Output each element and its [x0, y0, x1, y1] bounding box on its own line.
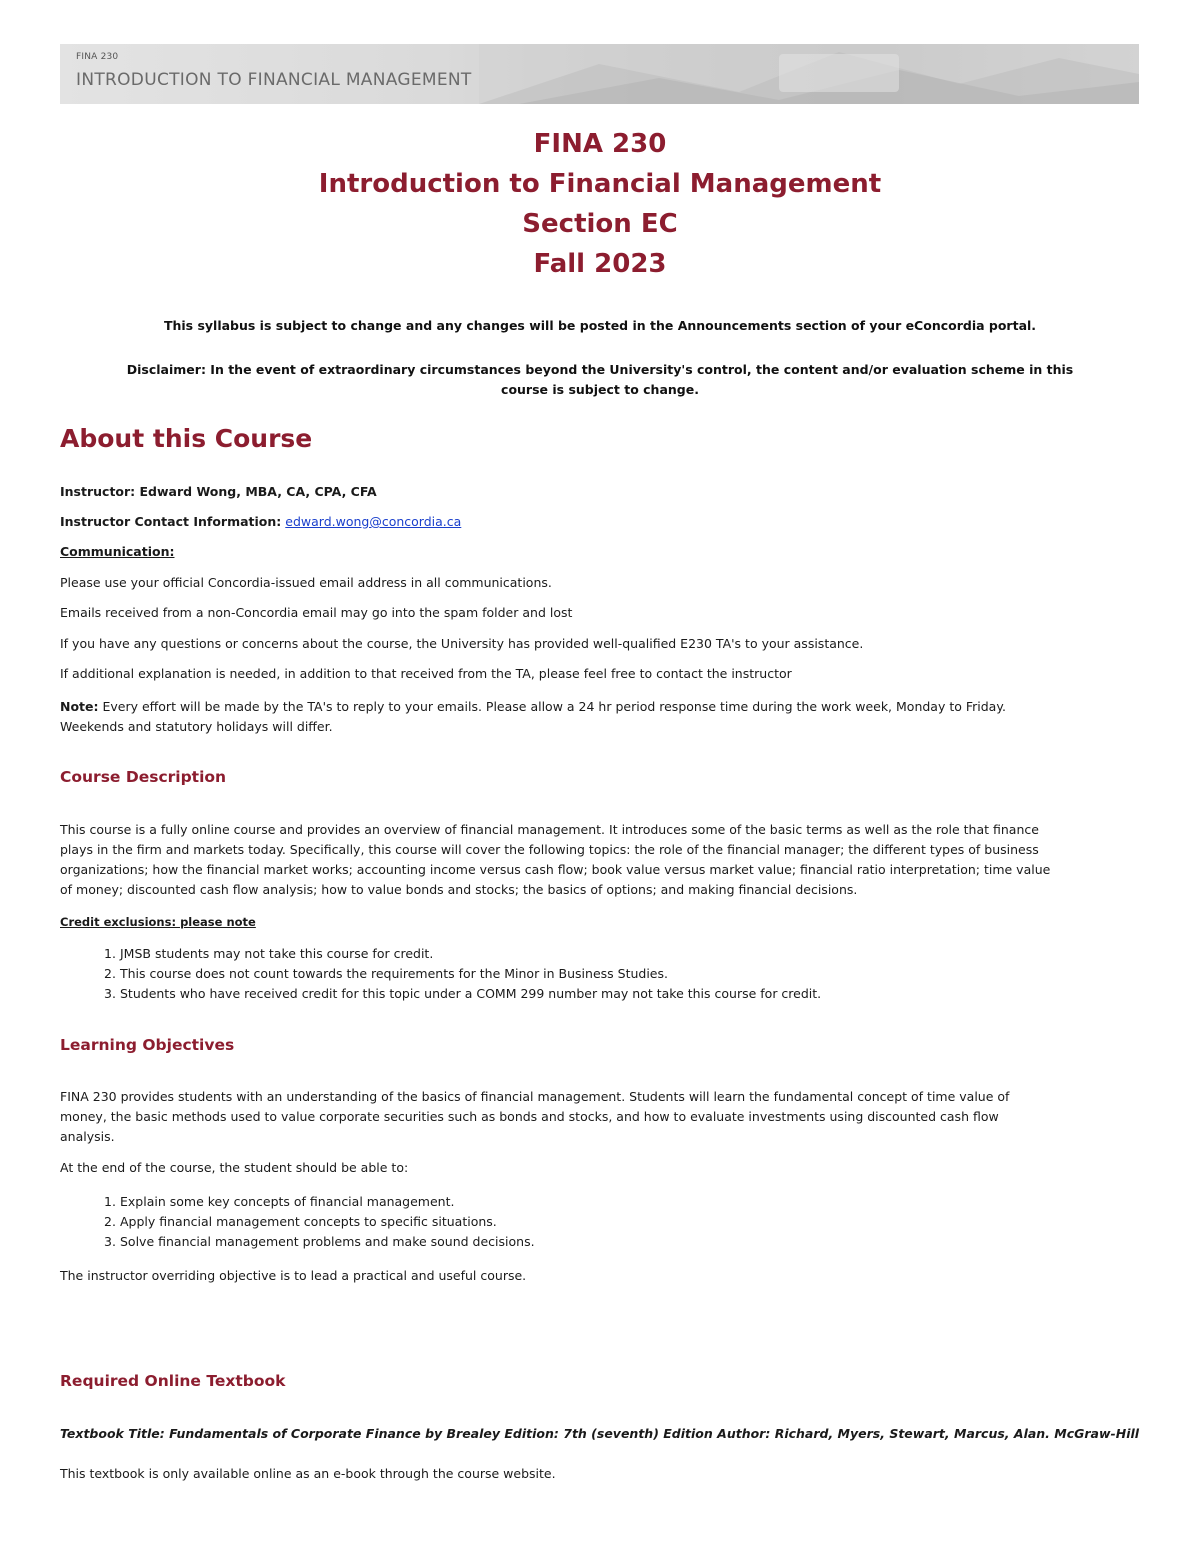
course-description-body	[60, 820, 1140, 900]
objectives-line-3: analysis.	[60, 1129, 115, 1144]
title-term: Fall 2023	[533, 249, 667, 279]
list-number: 2.	[104, 966, 116, 981]
disclaimer-notice	[60, 360, 1140, 400]
list-item	[104, 1212, 1134, 1232]
about-heading: About this Course	[60, 424, 313, 453]
banner-course-title: INTRODUCTION TO FINANCIAL MANAGEMENT	[76, 70, 472, 90]
list-number: 3.	[104, 986, 116, 1001]
syllabus-change-notice: This syllabus is subject to change and any changes will be posted in the Announcements section of your eConcordia portal.	[163, 318, 1037, 333]
description-line-4: of money; discounted cash flow analysis; how to value bonds and stocks; the basics of options; and making financial decisions.	[60, 882, 858, 897]
disclaimer-line-1: Disclaimer: In the event of extraordinary circumstances beyond the University's control, the content and/or evaluation scheme in this	[126, 362, 1074, 377]
textbook-title-line: Textbook Title: Fundamentals of Corporate Finance by Brealey Edition: 7th (seventh) Edition Author: Richard, Myers, Stewart, Marcus, Alan. McGraw-Hill	[60, 1426, 1140, 1441]
communication-label: Communication:	[60, 544, 175, 559]
communication-item-4: If additional explanation is needed, in addition to that received from the TA, please feel free to contact the instructor	[60, 666, 792, 681]
list-text: Explain some key concepts of financial management.	[120, 1194, 455, 1209]
list-number: 2.	[104, 1214, 116, 1229]
note-line-1	[60, 697, 1140, 717]
credit-exclusions-list	[104, 944, 1134, 1004]
title-course-name: Introduction to Financial Management	[318, 169, 882, 199]
contact-label: Instructor Contact Information:	[60, 514, 282, 529]
objectives-line-2: money, the basic methods used to value corporate securities such as bonds and stocks, and how to evaluate investments using discounted cash flow	[60, 1109, 999, 1124]
note-label: Note:	[60, 699, 99, 714]
list-text: Solve financial management problems and make sound decisions.	[120, 1234, 535, 1249]
list-number: 1.	[104, 1194, 116, 1209]
contact-line	[60, 512, 1140, 532]
list-item	[104, 1232, 1134, 1252]
objectives-line-1: FINA 230 provides students with an understanding of the basics of financial management. Students will learn the fundamental concept of time value of	[60, 1089, 1010, 1104]
list-item	[104, 964, 1134, 984]
list-item	[104, 1192, 1134, 1212]
textbook-heading: Required Online Textbook	[60, 1372, 286, 1390]
note-paragraph	[60, 697, 1140, 737]
objectives-closing: The instructor overriding objective is to lead a practical and useful course.	[60, 1268, 527, 1283]
banner-background-image	[479, 44, 1139, 104]
disclaimer-line-2: course is subject to change.	[501, 382, 699, 397]
list-text: This course does not count towards the requirements for the Minor in Business Studies.	[120, 966, 668, 981]
objectives-intro: At the end of the course, the student should be able to:	[60, 1160, 409, 1175]
list-number: 3.	[104, 1234, 116, 1249]
list-number: 1.	[104, 946, 116, 961]
title-course-code: FINA 230	[533, 129, 667, 159]
objectives-list	[104, 1192, 1134, 1252]
instructor-line: Instructor: Edward Wong, MBA, CA, CPA, CFA	[60, 484, 377, 499]
description-line-1: This course is a fully online course and provides an overview of financial management. It introduces some of the basic terms as well as the role that finance	[60, 822, 1039, 837]
textbook-availability: This textbook is only available online as an e-book through the course website.	[60, 1466, 556, 1481]
list-item	[104, 944, 1134, 964]
credit-exclusions-label: Credit exclusions: please note	[60, 915, 256, 929]
learning-objectives-body	[60, 1087, 1140, 1147]
list-text: Apply financial management concepts to specific situations.	[120, 1214, 497, 1229]
learning-objectives-heading: Learning Objectives	[60, 1036, 235, 1054]
list-text: Students who have received credit for this topic under a COMM 299 number may not take this course for credit.	[120, 986, 822, 1001]
note-line-2: Weekends and statutory holidays will differ.	[60, 719, 333, 734]
banner-course-code: FINA 230	[76, 52, 119, 62]
document-title	[0, 124, 1200, 284]
communication-item-2: Emails received from a non-Concordia email may go into the spam folder and lost	[60, 605, 573, 620]
communication-item-3: If you have any questions or concerns about the course, the University has provided well-qualified E230 TA's to your assistance.	[60, 636, 864, 651]
communication-item-1: Please use your official Concordia-issued email address in all communications.	[60, 575, 552, 590]
title-section: Section EC	[522, 209, 678, 239]
instructor-email-link[interactable]: edward.wong@concordia.ca	[285, 514, 462, 529]
note-text: Every effort will be made by the TA's to reply to your emails. Please allow a 24 hr period response time during the work week, Monday to Friday.	[98, 699, 1006, 714]
description-line-2: plays in the firm and markets today. Specifically, this course will cover the following topics: the role of the financial manager; the different types of business	[60, 842, 1039, 857]
description-line-3: organizations; how the financial market works; accounting income versus cash flow; book value versus market value; financial ratio interpretation; time value	[60, 862, 1051, 877]
header-banner	[60, 44, 1139, 104]
course-description-heading: Course Description	[60, 768, 227, 786]
list-item	[104, 984, 1134, 1004]
list-text: JMSB students may not take this course for credit.	[120, 946, 434, 961]
